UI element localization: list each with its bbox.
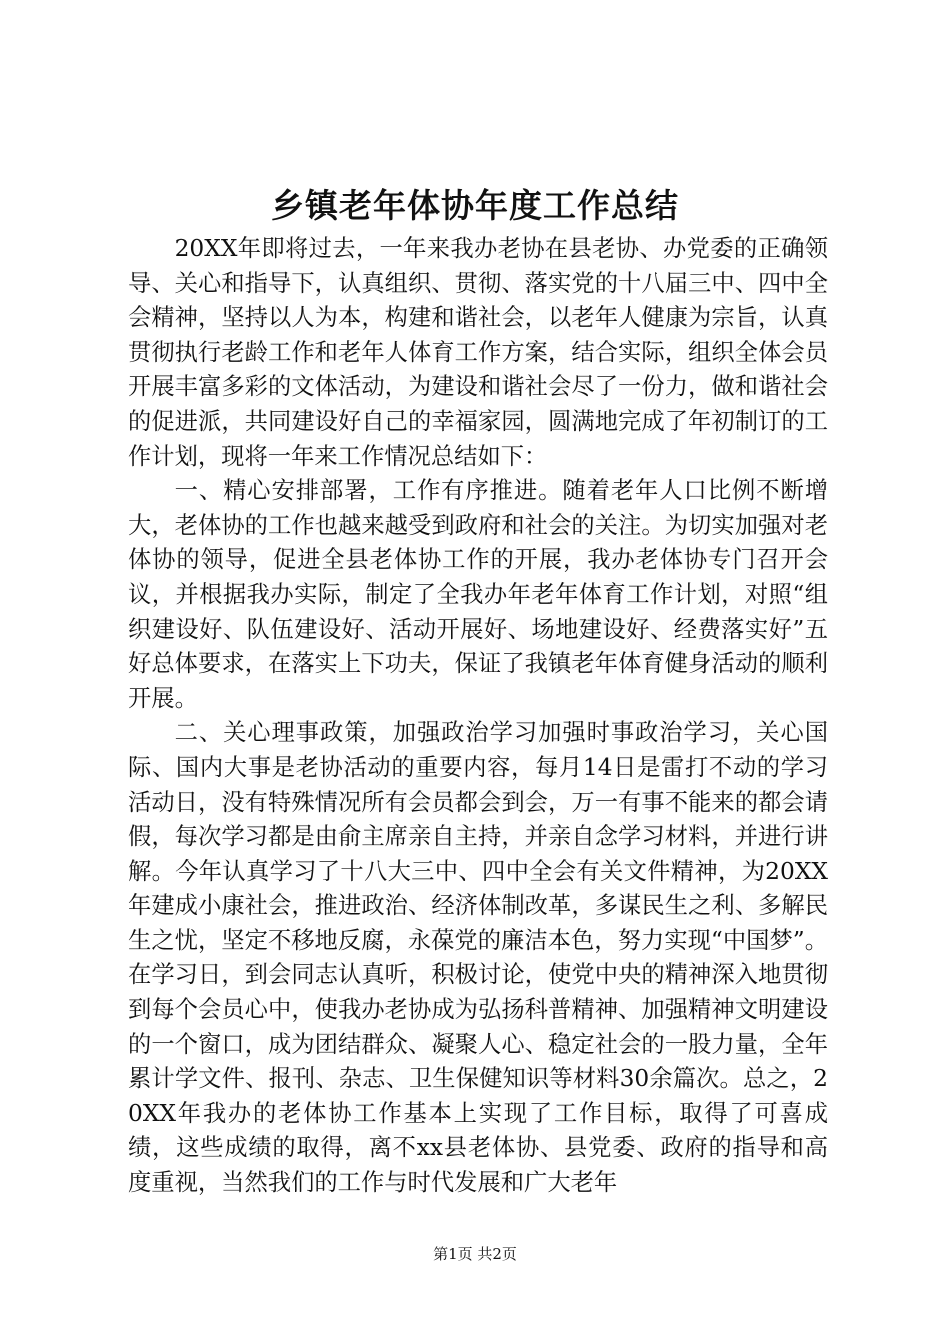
paragraph-section-two: 二、关心理事政策，加强政治学习加强时事政治学习，关心国际、国内大事是老协活动的重要内容，每月14日是雷打不动的学习活动日，没有特殊情况所有会员都会到会，万一有事不能来的都会请假，每次学习都是由俞主席亲自主持，并亲自念学习材料，并进行讲解。今年认真学习了十八大三中、四中全会有关文件精神，为20XX年建成小康社会，推进政治、经济体制改革，多谋民生之利、多解民生之忧，坚定不移地反腐，永葆党的廉洁本色，努力实现“中国梦”。在学习日，到会同志认真听，积极讨论，使党中央的精神深入地贯彻到每个会员心中，使我办老协成为弘扬科普精神、加强精神文明建设的一个窗口，成为团结群众、凝聚人心、稳定社会的一股力量，全年累计学文件、报刊、杂志、卫生保健知识等材料30余篇次。总之，20XX年我办的老体协工作基本上实现了工作目标，取得了可喜成绩，这些成绩的取得，离不xx县老体协、县党委、政府的指导和高度重视，当然我们的工作与时代发展和广大老年 [128, 719, 828, 1197]
document-body [128, 232, 828, 1201]
page-number-footer: 第1页 共2页 [433, 1245, 517, 1263]
paragraph-section-one: 一、精心安排部署，工作有序推进。随着老年人口比例不断增大，老体协的工作也越来越受到政府和社会的关注。为切实加强对老体协的领导，促进全县老体协工作的开展，我办老体协专门召开会议，并根据我办实际，制定了全我办年老年体育工作计划，对照“组织建设好、队伍建设好、活动开展好、场地建设好、经费落实好”五好总体要求，在落实上下功夫，保证了我镇老年体育健身活动的顺利开展。 [128, 477, 828, 712]
document-title: 乡镇老年体协年度工作总结 [271, 186, 679, 225]
paragraph-intro: 20XX年即将过去，一年来我办老协在县老协、办党委的正确领导、关心和指导下，认真组织、贯彻、落实党的十八届三中、四中全会精神，坚持以人为本，构建和谐社会，以老年人健康为宗旨，认真贯彻执行老龄工作和老年人体育工作方案，结合实际，组织全体会员开展丰富多彩的文体活动，为建设和谐社会尽了一份力，做和谐社会的促进派，共同建设好自己的幸福家园，圆满地完成了年初制订的工作计划，现将一年来工作情况总结如下： [128, 235, 828, 470]
